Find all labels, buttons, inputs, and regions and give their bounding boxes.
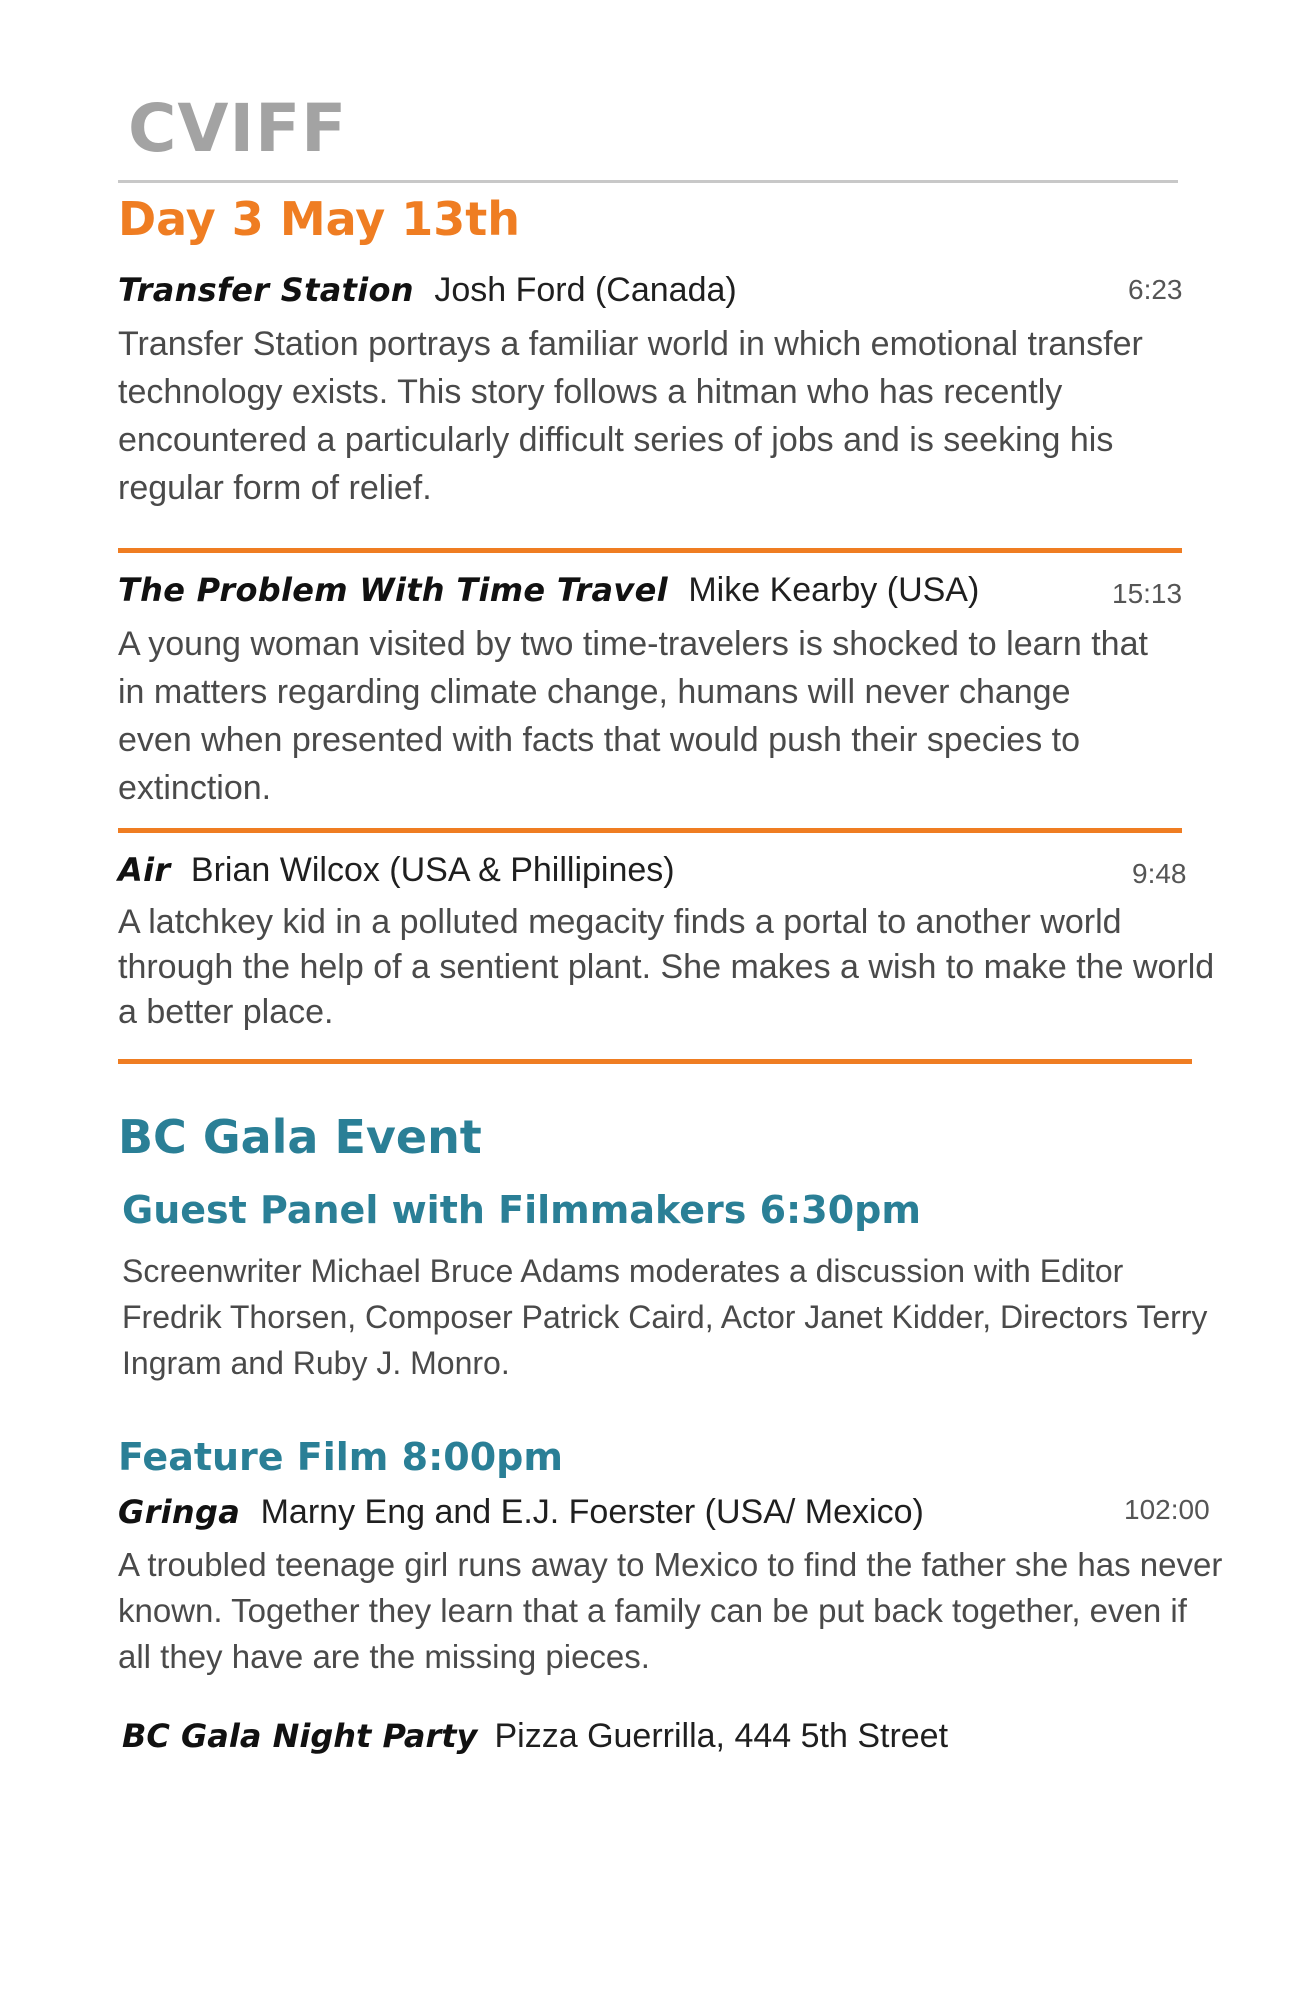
panel-description: Screenwriter Michael Bruce Adams moderates a discussion with Editor Fredrik Thorsen, Composer Patrick Caird, Actor Janet Kidder, Directors Terry Ingram and Ruby J. Monro. <box>122 1253 1208 1381</box>
title-divider <box>118 180 1178 183</box>
film-header <box>118 1492 1218 1542</box>
party-title: BC Gala Night Party <box>122 1717 478 1755</box>
film-description: A troubled teenage girl runs away to Mexico to find the father she has never known. Together they learn that a family can be put back together, even if all they have are the missing pieces. <box>118 1546 1223 1675</box>
film-title: Transfer Station <box>118 271 414 309</box>
film-title: Gringa <box>118 1493 241 1531</box>
film-runtime: 6:23 <box>1128 274 1183 305</box>
film-credit: Marny Eng and E.J. Foerster (USA/ Mexico) <box>260 1493 924 1531</box>
panel-heading: Guest Panel with Filmmakers 6:30pm <box>122 1188 921 1232</box>
film-title: Air <box>118 851 171 889</box>
film-header <box>118 570 1218 620</box>
film-runtime: 102:00 <box>1124 1494 1210 1525</box>
film-entry <box>118 850 1218 1035</box>
section-divider <box>118 828 1182 833</box>
party-line <box>122 1717 948 1756</box>
film-entry <box>118 270 1218 512</box>
film-description: A young woman visited by two time-travelers is shocked to learn that in matters regarding climate change, humans will never change even when presented with facts that would push their species to extinction. <box>118 625 1148 807</box>
film-header <box>118 850 1218 900</box>
section-divider <box>118 548 1182 553</box>
film-credit: Mike Kearby (USA) <box>688 571 980 609</box>
film-entry <box>118 570 1218 812</box>
gala-heading: BC Gala Event <box>118 1110 482 1164</box>
film-credit: Josh Ford (Canada) <box>434 271 737 309</box>
film-description: A latchkey kid in a polluted megacity finds a portal to another world through the help of a sentient plant. She makes a wish to make the world a better place. <box>118 903 1215 1031</box>
feature-heading: Feature Film 8:00pm <box>118 1435 563 1479</box>
festival-title: CVIFF <box>128 90 348 167</box>
film-runtime: 9:48 <box>1132 858 1187 889</box>
film-title: The Problem With Time Travel <box>118 571 668 609</box>
day-heading: Day 3 May 13th <box>118 192 520 246</box>
film-description: Transfer Station portrays a familiar world in which emotional transfer technology exists. This story follows a hitman who has recently encountered a particularly difficult series of jobs and is seeking his regular form of relief. <box>118 325 1143 507</box>
feature-entry <box>118 1492 1223 1680</box>
section-divider <box>118 1059 1192 1064</box>
film-runtime: 15:13 <box>1112 578 1183 609</box>
film-header <box>118 270 1218 320</box>
party-location: Pizza Guerrilla, 444 5th Street <box>494 1717 949 1755</box>
film-credit: Brian Wilcox (USA & Phillipines) <box>190 851 675 889</box>
panel-entry <box>122 1248 1222 1386</box>
